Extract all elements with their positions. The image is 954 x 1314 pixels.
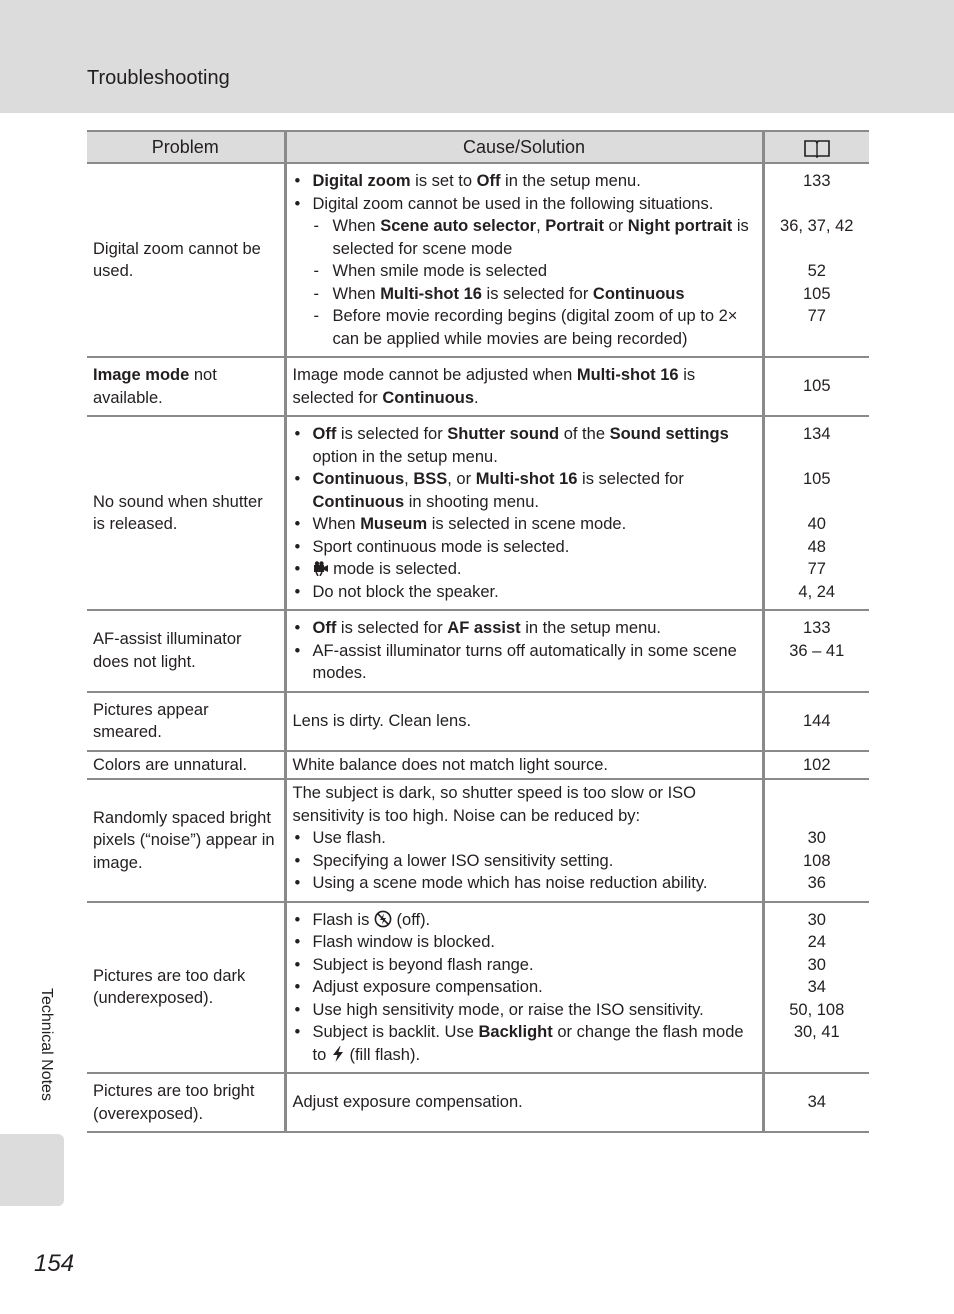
- fill-flash-icon: [331, 1045, 345, 1063]
- reference-cell: [763, 357, 869, 416]
- page-ref: 105: [802, 470, 831, 488]
- reference-cell: [763, 416, 869, 610]
- problem-cell: Randomly spaced bright pixels (“noise”) appear in image.: [87, 779, 285, 902]
- movie-camera-icon: [313, 560, 329, 576]
- sub-list-item: - When Multi-shot 16 is selected for Continuous: [313, 283, 756, 306]
- cause-cell: [285, 779, 763, 902]
- page-ref: 133: [802, 619, 831, 637]
- page-ref: 24: [807, 933, 826, 951]
- table-row: [87, 902, 869, 1074]
- list-item: • Flash window is blocked.: [293, 931, 756, 954]
- list-item: • Using a scene mode which has noise reduction ability.: [293, 872, 756, 895]
- header-bar: [0, 0, 954, 113]
- problem-cell: Digital zoom cannot be used.: [87, 163, 285, 357]
- list-item: • mode is selected.: [293, 558, 756, 581]
- problem-cell: Pictures are too dark (underexposed).: [87, 902, 285, 1074]
- sub-list-item: - When Scene auto selector, Portrait or Night portrait is selected for scene mode: [313, 215, 756, 260]
- page-ref: 144: [802, 711, 831, 730]
- cause-cell: White balance does not match light source.: [285, 751, 763, 780]
- problem-cell: Pictures are too bright (overexposed).: [87, 1073, 285, 1132]
- list-item: • Do not block the speaker.: [293, 581, 756, 604]
- side-tab: [0, 1134, 64, 1206]
- problem-cell: Image mode not available.: [87, 357, 285, 416]
- cause-cell: Lens is dirty. Clean lens.: [285, 692, 763, 751]
- list-item: • Off is selected for AF assist in the setup menu.: [293, 617, 756, 640]
- page-ref: 36 – 41: [789, 641, 845, 660]
- page-ref: 77: [807, 307, 826, 325]
- list-item: • Flash is (off).: [293, 909, 756, 932]
- cause-cell: Image mode cannot be adjusted when Multi-shot 16 is selected for Continuous.: [285, 357, 763, 416]
- page-ref: 30: [807, 955, 826, 974]
- reference-cell: [763, 163, 869, 357]
- table-row: [87, 1073, 869, 1132]
- page-ref: 102: [802, 755, 831, 774]
- list-item: • Digital zoom cannot be used in the following situations. - When Scene auto selector, Portrait or Night portrait is selected for scene mode - When smile mode is selected - When Multi-shot 16 is selected for Continuous - Before movie recording begins (digital zoom of up to 2× can be applied while movies are being recorded): [293, 193, 756, 351]
- column-header-problem: Problem: [87, 131, 285, 163]
- page-ref: 77: [807, 560, 826, 578]
- list-item: • When Museum is selected in scene mode.: [293, 513, 756, 536]
- reference-cell: [763, 779, 869, 902]
- reference-cell: [763, 902, 869, 1074]
- page-ref: 30, 41: [793, 1023, 840, 1041]
- page-ref: 30: [807, 829, 826, 847]
- list-item: • AF-assist illuminator turns off automatically in some scene modes.: [293, 640, 756, 685]
- list-item: • Sport continuous mode is selected.: [293, 536, 756, 559]
- page-ref: 48: [807, 537, 826, 556]
- reference-cell: [763, 751, 869, 780]
- table-row: [87, 357, 869, 416]
- list-item: • Use high sensitivity mode, or raise the ISO sensitivity.: [293, 999, 756, 1022]
- list-item: • Subject is beyond flash range.: [293, 954, 756, 977]
- table-row: [87, 416, 869, 610]
- cause-cell: Adjust exposure compensation.: [285, 1073, 763, 1132]
- column-header-reference: [763, 131, 869, 163]
- flash-off-icon: [374, 910, 392, 928]
- cause-intro: The subject is dark, so shutter speed is too slow or ISO sensitivity is too high. Noise can be reduced by:: [292, 784, 697, 825]
- cause-cell: [285, 610, 763, 692]
- cause-cell: [285, 416, 763, 610]
- page-ref: 34: [807, 1093, 826, 1112]
- section-title: Troubleshooting: [87, 67, 230, 89]
- page-ref: 4, 24: [798, 582, 836, 601]
- table-row: [87, 751, 869, 780]
- list-item: • Adjust exposure compensation.: [293, 976, 756, 999]
- problem-cell: AF-assist illuminator does not light.: [87, 610, 285, 692]
- column-header-cause: Cause/Solution: [285, 131, 763, 163]
- page-ref: 133: [802, 172, 831, 190]
- page-ref: 134: [802, 425, 831, 443]
- cause-cell: [285, 163, 763, 357]
- page-ref: 50, 108: [789, 1000, 845, 1019]
- page-ref: 36, 37, 42: [780, 217, 854, 235]
- table-row: [87, 692, 869, 751]
- cause-cell: [285, 902, 763, 1074]
- troubleshooting-table: [87, 130, 869, 1133]
- reference-cell: [763, 610, 869, 692]
- page-ref: 105: [802, 377, 831, 396]
- page-number: 154: [34, 1250, 75, 1277]
- page-ref: 108: [802, 851, 831, 870]
- book-icon: [803, 138, 831, 158]
- page-ref: 30: [807, 910, 826, 929]
- page-ref: 36: [807, 874, 826, 892]
- page-ref: 52: [807, 262, 826, 280]
- table-row: [87, 163, 869, 357]
- problem-cell: No sound when shutter is released.: [87, 416, 285, 610]
- page-ref: 34: [807, 978, 826, 996]
- problem-cell: Colors are unnatural.: [87, 751, 285, 780]
- list-item: • Digital zoom is set to Off in the setup menu.: [293, 170, 756, 193]
- side-tab-label: Technical Notes: [38, 988, 55, 1101]
- list-item: • Subject is backlit. Use Backlight or change the flash mode to (fill flash).: [293, 1021, 756, 1066]
- table-row: [87, 779, 869, 902]
- list-item: • Continuous, BSS, or Multi-shot 16 is selected for Continuous in shooting menu.: [293, 468, 756, 513]
- list-item: • Specifying a lower ISO sensitivity setting.: [293, 850, 756, 873]
- problem-cell: Pictures appear smeared.: [87, 692, 285, 751]
- sub-list-item: - Before movie recording begins (digital zoom of up to 2× can be applied while movies are being recorded): [313, 305, 756, 350]
- list-item: • Off is selected for Shutter sound of the Sound settings option in the setup menu.: [293, 423, 756, 468]
- reference-cell: [763, 1073, 869, 1132]
- table-header-row: [87, 131, 869, 163]
- sub-list-item: - When smile mode is selected: [313, 260, 756, 283]
- reference-cell: [763, 692, 869, 751]
- page-ref: 105: [802, 284, 831, 303]
- list-item: • Use flash.: [293, 827, 756, 850]
- table-row: [87, 610, 869, 692]
- page-ref: 40: [807, 515, 826, 533]
